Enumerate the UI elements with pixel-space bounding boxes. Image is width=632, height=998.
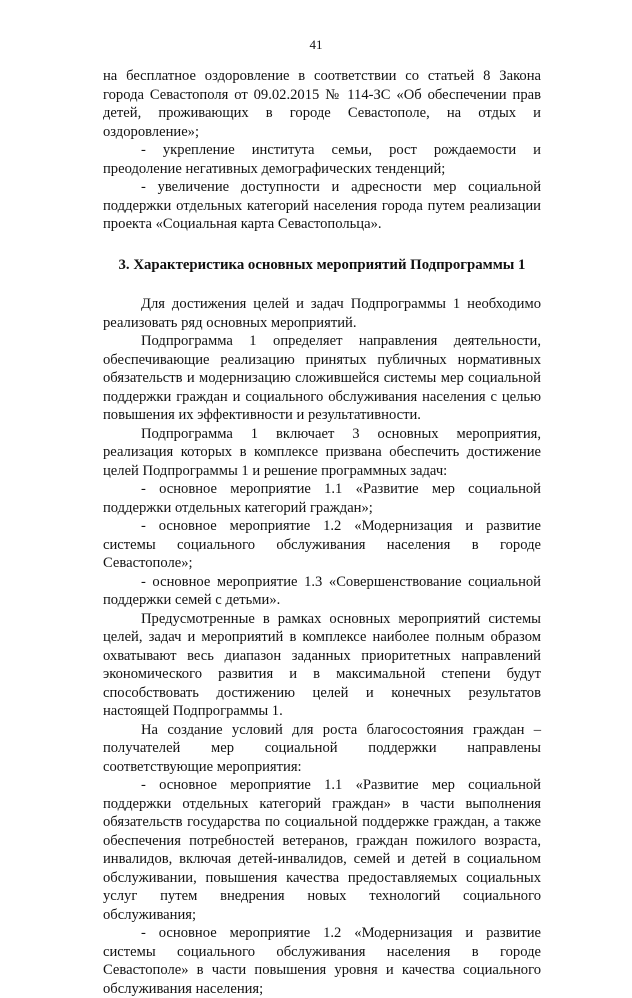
list-item: - укрепление института семьи, рост рождаемости и преодоление негативных демографических тенденций; <box>103 142 541 177</box>
paragraph: Подпрограмма 1 включает 3 основных мероприятия, реализация которых в комплексе призвана обеспечить достижение целей Подпрограммы 1 и решение программных задач: <box>103 425 541 479</box>
page-number: 41 <box>309 37 323 52</box>
paragraph: Предусмотренные в рамках основных мероприятий системы целей, задач и мероприятий в комплексе наиболее полным образом охватывают весь диапазон заданных приоритетных направлений экономического развития и в максимальной степени будут способствовать достижению целей и конечных результатов настоящей Подпрограммы 1. <box>103 610 541 719</box>
paragraph: Для достижения целей и задач Подпрограммы 1 необходимо реализовать ряд основных мероприятий. <box>103 296 541 331</box>
list-item: - основное мероприятие 1.2 «Модернизация и развитие системы социального обслуживания населения в городе Севастополе»; <box>103 518 541 571</box>
list-item: - основное мероприятие 1.3 «Совершенствование социальной поддержки семей с детьми». <box>103 573 541 608</box>
paragraph: На создание условий для роста благосостояния граждан – получателей мер социальной поддержки направлены соответствующие мероприятия: <box>103 721 541 775</box>
document-body <box>103 67 541 998</box>
list-item: - основное мероприятие 1.1 «Развитие мер социальной поддержки отдельных категорий граждан» в части выполнения обязательств государства по социальной поддержке граждан, а также обеспечения потребностей ветеранов, граждан пожилого возраста, инвалидов, включая детей-инвалидов, семей и детей в социальном обслуживании, повышения качества предоставляемых социальных услуг путем внедрения новых технологий социального обслуживания; <box>103 777 541 923</box>
section-heading: 3. Характеристика основных мероприятий Подпрограммы 1 <box>118 256 526 273</box>
paragraph: Подпрограмма 1 определяет направления деятельности, обеспечивающие реализацию принятых публичных нормативных обязательств и модернизацию сложившейся системы мер социальной поддержки граждан и социального обслуживания населения с целью повышения их эффективности и результативности. <box>103 333 541 423</box>
paragraph: на бесплатное оздоровление в соответствии со статьей 8 Закона города Севастополя от 09.02.2015 № 114-ЗС «Об обеспечении прав детей, проживающих в городе Севастополе, на отдых и оздоровление»; <box>103 68 541 140</box>
list-item: - увеличение доступности и адресности мер социальной поддержки отдельных категорий населения города путем реализации проекта «Социальная карта Севастопольца». <box>103 179 541 232</box>
list-item: - основное мероприятие 1.1 «Развитие мер социальной поддержки отдельных категорий граждан»; <box>103 481 541 516</box>
list-item: - основное мероприятие 1.2 «Модернизация и развитие системы социального обслуживания населения в городе Севастополе» в части повышения уровня и качества социального обслуживания населения; <box>103 925 541 997</box>
